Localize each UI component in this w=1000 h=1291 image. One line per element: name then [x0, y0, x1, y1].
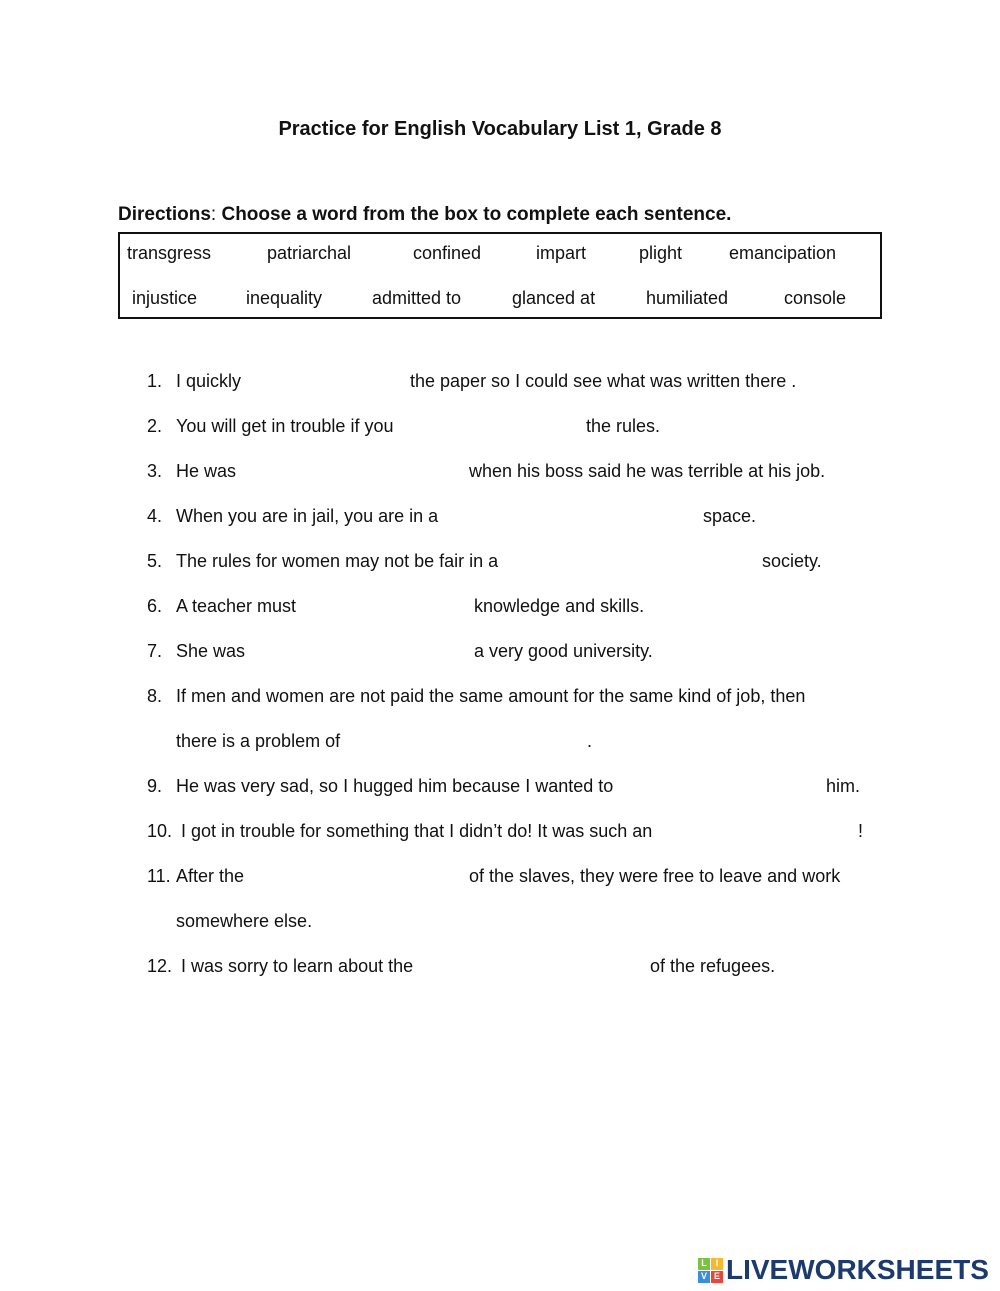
- question-text-after: of the refugees.: [650, 956, 776, 976]
- question-text-before: The rules for women may not be fair in a: [176, 551, 499, 571]
- word-bank-word[interactable]: transgress: [127, 243, 212, 263]
- liveworksheets-logo: [698, 1256, 989, 1284]
- question-text-before: I quickly: [176, 371, 242, 391]
- question-text-after: knowledge and skills.: [474, 596, 645, 616]
- question-number: 4.: [147, 506, 163, 526]
- question-text-after: space.: [703, 506, 757, 526]
- question-text-after: .: [587, 731, 593, 751]
- directions: [118, 204, 731, 226]
- question-text-before: I was sorry to learn about the: [181, 956, 414, 976]
- live-blocks-icon: [698, 1258, 723, 1283]
- question-text-before: After the: [176, 866, 245, 886]
- directions-label: Directions: [118, 204, 211, 225]
- word-bank-word[interactable]: emancipation: [729, 243, 837, 263]
- question-text-after: a very good university.: [474, 641, 653, 661]
- word-bank-word[interactable]: impart: [536, 243, 587, 263]
- question-number: 6.: [147, 596, 163, 616]
- word-bank-word[interactable]: glanced at: [512, 288, 596, 308]
- question-text-line2: somewhere else.: [176, 911, 313, 931]
- question-text-before: She was: [176, 641, 246, 661]
- logo-block-l: L: [698, 1258, 710, 1270]
- word-bank-word[interactable]: plight: [639, 243, 683, 263]
- question-number: 7.: [147, 641, 163, 661]
- question-number: 9.: [147, 776, 163, 796]
- directions-text: Choose a word from the box to complete each sentence.: [216, 204, 732, 225]
- worksheet-title: Practice for English Vocabulary List 1, Grade 8: [278, 118, 722, 140]
- question-number: 10.: [147, 821, 173, 841]
- question-number: 11.: [147, 866, 171, 886]
- question-text-before: He was very sad, so I hugged him because I wanted to: [176, 776, 614, 796]
- question-text-after: of the slaves, they were free to leave and work: [469, 866, 841, 886]
- logo-block-e: E: [711, 1271, 723, 1283]
- question-text-after: the paper so I could see what was written there .: [410, 371, 797, 391]
- question-text-line2: there is a problem of: [176, 731, 341, 751]
- question-number: 2.: [147, 416, 163, 436]
- word-bank-word[interactable]: confined: [413, 243, 482, 263]
- question-text-before: When you are in jail, you are in a: [176, 506, 439, 526]
- word-bank-word[interactable]: admitted to: [372, 288, 462, 308]
- question-text-before: You will get in trouble if you: [176, 416, 394, 436]
- question-number: 3.: [147, 461, 163, 481]
- question-text-before: A teacher must: [176, 596, 297, 616]
- question-number: 12.: [147, 956, 173, 976]
- question-text-after: !: [858, 821, 864, 841]
- question-number: 8.: [147, 686, 163, 706]
- question-text-before: If men and women are not paid the same amount for the same kind of job, then: [176, 686, 806, 706]
- directions-colon: :: [210, 204, 217, 225]
- logo-wordmark: LIVEWORKSHEETS: [726, 1254, 989, 1285]
- word-bank-box: [118, 232, 882, 319]
- word-bank-word[interactable]: inequality: [246, 288, 323, 308]
- word-bank-word[interactable]: patriarchal: [267, 243, 352, 263]
- question-text-after: when his boss said he was terrible at his job.: [469, 461, 826, 481]
- word-bank-word[interactable]: humiliated: [646, 288, 729, 308]
- word-bank-word[interactable]: console: [784, 288, 847, 308]
- logo-block-v: V: [698, 1271, 710, 1283]
- word-bank-word[interactable]: injustice: [132, 288, 198, 308]
- question-text-after: the rules.: [586, 416, 661, 436]
- question-text-after: him.: [826, 776, 861, 796]
- question-number: 1.: [147, 371, 163, 391]
- logo-block-i: I: [711, 1258, 723, 1270]
- question-number: 5.: [147, 551, 163, 571]
- question-text-before: I got in trouble for something that I didn’t do! It was such an: [181, 821, 653, 841]
- question-text-after: society.: [762, 551, 822, 571]
- question-text-before: He was: [176, 461, 237, 481]
